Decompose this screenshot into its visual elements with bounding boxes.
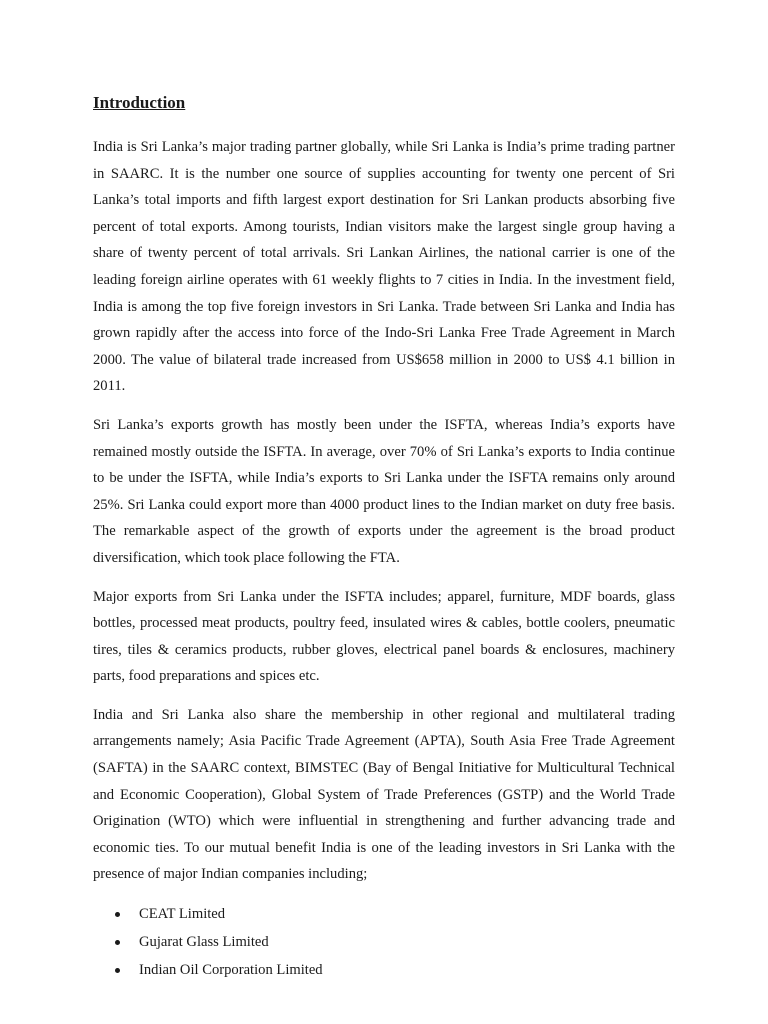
bullet-icon [115, 940, 120, 945]
section-heading: Introduction [93, 93, 186, 112]
paragraph-major-exports: Major exports from Sri Lanka under the ISFTA includes; apparel, furniture, MDF boards, glass bottles, processed meat products, poultry feed, insulated wires & cables, bottle coolers, pneumatic tires, tiles & ceramics products, rubber gloves, electrical panel boards & enclosures, machinery parts, food preparations and spices etc. [93, 588, 675, 685]
bullet-icon [115, 968, 120, 973]
paragraph-trade-arrangements: India and Sri Lanka also share the membership in other regional and multilateral trading arrangements namely; Asia Pacific Trade Agreement (APTA), South Asia Free Trade Agreement (SAFTA) in the SAARC context, BIMSTEC (Bay of Bengal Initiative for Multicultural Technical and Economic Cooperation), Global System of Trade Preferences (GSTP) and the World Trade Origination (WTO) which were influential in strengthening and further advancing trade and economic ties. To our mutual benefit India is one of the leading investors in Sri Lanka with the presence of major Indian companies including; [93, 706, 675, 883]
paragraph-trade-partner: India is Sri Lanka’s major trading partner globally, while Sri Lanka is India’s prime trading partner in SAARC. It is the number one source of supplies accounting for twenty one percent of Sri Lanka’s total imports and fifth largest export destination for Sri Lankan products absorbing five percent of total exports. Among tourists, Indian visitors make the largest single group having a share of twenty percent of total arrivals. Sri Lankan Airlines, the national carrier is one of the leading foreign airline operates with 61 weekly flights to 7 cities in India. In the investment field, India is among the top five foreign investors in Sri Lanka. Trade between Sri Lanka and India has grown rapidly after the access into force of the Indo-Sri Lanka Free Trade Agreement in March 2000. The value of bilateral trade increased from US$658 million in 2000 to US$ 4.1 billion in 2011. [93, 139, 675, 395]
list-item-label: Gujarat Glass Limited [139, 934, 269, 951]
bullet-icon [115, 912, 120, 917]
list-item-label: Indian Oil Corporation Limited [139, 962, 323, 979]
company-list [93, 900, 675, 984]
list-item-label: CEAT Limited [139, 906, 226, 923]
list-item [93, 956, 675, 984]
document-page [93, 92, 675, 984]
list-item [93, 900, 675, 928]
paragraph-export-growth: Sri Lanka’s exports growth has mostly been under the ISFTA, whereas India’s exports have remained mostly outside the ISFTA. In average, over 70% of Sri Lanka’s exports to India continue to be under the ISFTA, while India’s exports to Sri Lanka under the ISFTA remains only around 25%. Sri Lanka could export more than 4000 product lines to the Indian market on duty free basis. The remarkable aspect of the growth of exports under the agreement is the broad product diversification, which took place following the FTA. [93, 416, 675, 566]
list-item [93, 928, 675, 956]
